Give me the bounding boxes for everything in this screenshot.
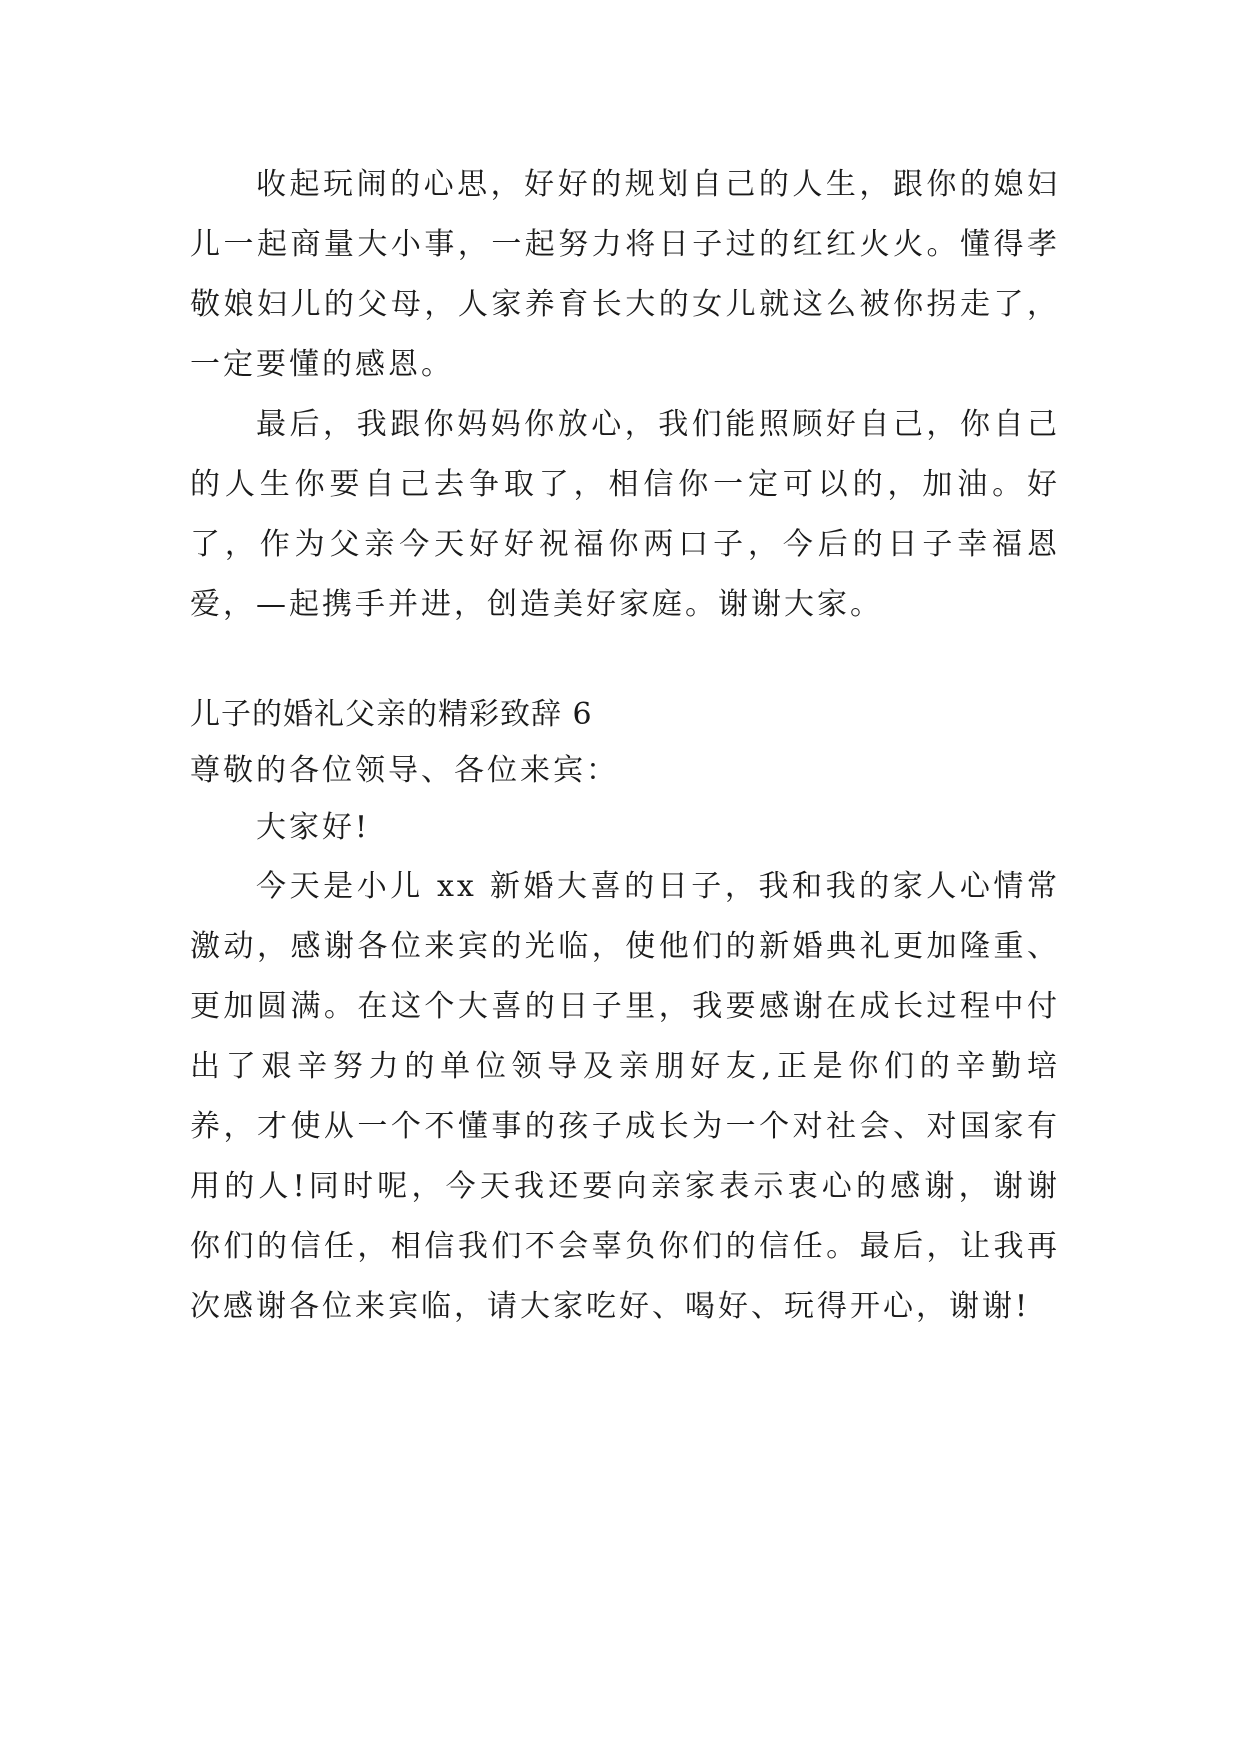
paragraph: 最后，我跟你妈妈你放心，我们能照顾好自己，你自己的人生你要自己去争取了，相信你一定可以的，加油。好了，作为父亲今天好好祝福你两口子，今后的日子幸福恩爱，—起携手并进，创造美好家庭。谢谢大家。 [190, 407, 1060, 622]
salutation: 尊敬的各位领导、各位来宾： [190, 753, 619, 788]
paragraph: 今天是小儿 xx 新婚大喜的日子，我和我的家人心情常激动，感谢各位来宾的光临，使他们的新婚典礼更加隆重、更加圆满。在这个大喜的日子里，我要感谢在成长过程中付出了艰辛努力的单位领导及亲朋好友,正是你们的辛勤培养，才使从一个不懂事的孩子成长为一个对社会、对国家有用的人!同时呢，今天我还要向亲家表示衷心的感谢，谢谢你们的信任，相信我们不会辜负你们的信任。最后，让我再次感谢各位来宾临，请大家吃好、喝好、玩得开心，谢谢! [190, 869, 1060, 1324]
previous-section-text [190, 155, 1060, 635]
speech-section-6 [190, 687, 1060, 1337]
paragraph: 收起玩闹的心思，好好的规划自己的人生，跟你的媳妇儿一起商量大小事，一起努力将日子过的红红火火。懂得孝敬娘妇儿的父母，人家养育长大的女儿就这么被你拐走了，一定要懂的感恩。 [190, 167, 1060, 382]
section-title: 儿子的婚礼父亲的精彩致辞 6 [190, 697, 593, 732]
greeting: 大家好! [256, 810, 371, 845]
